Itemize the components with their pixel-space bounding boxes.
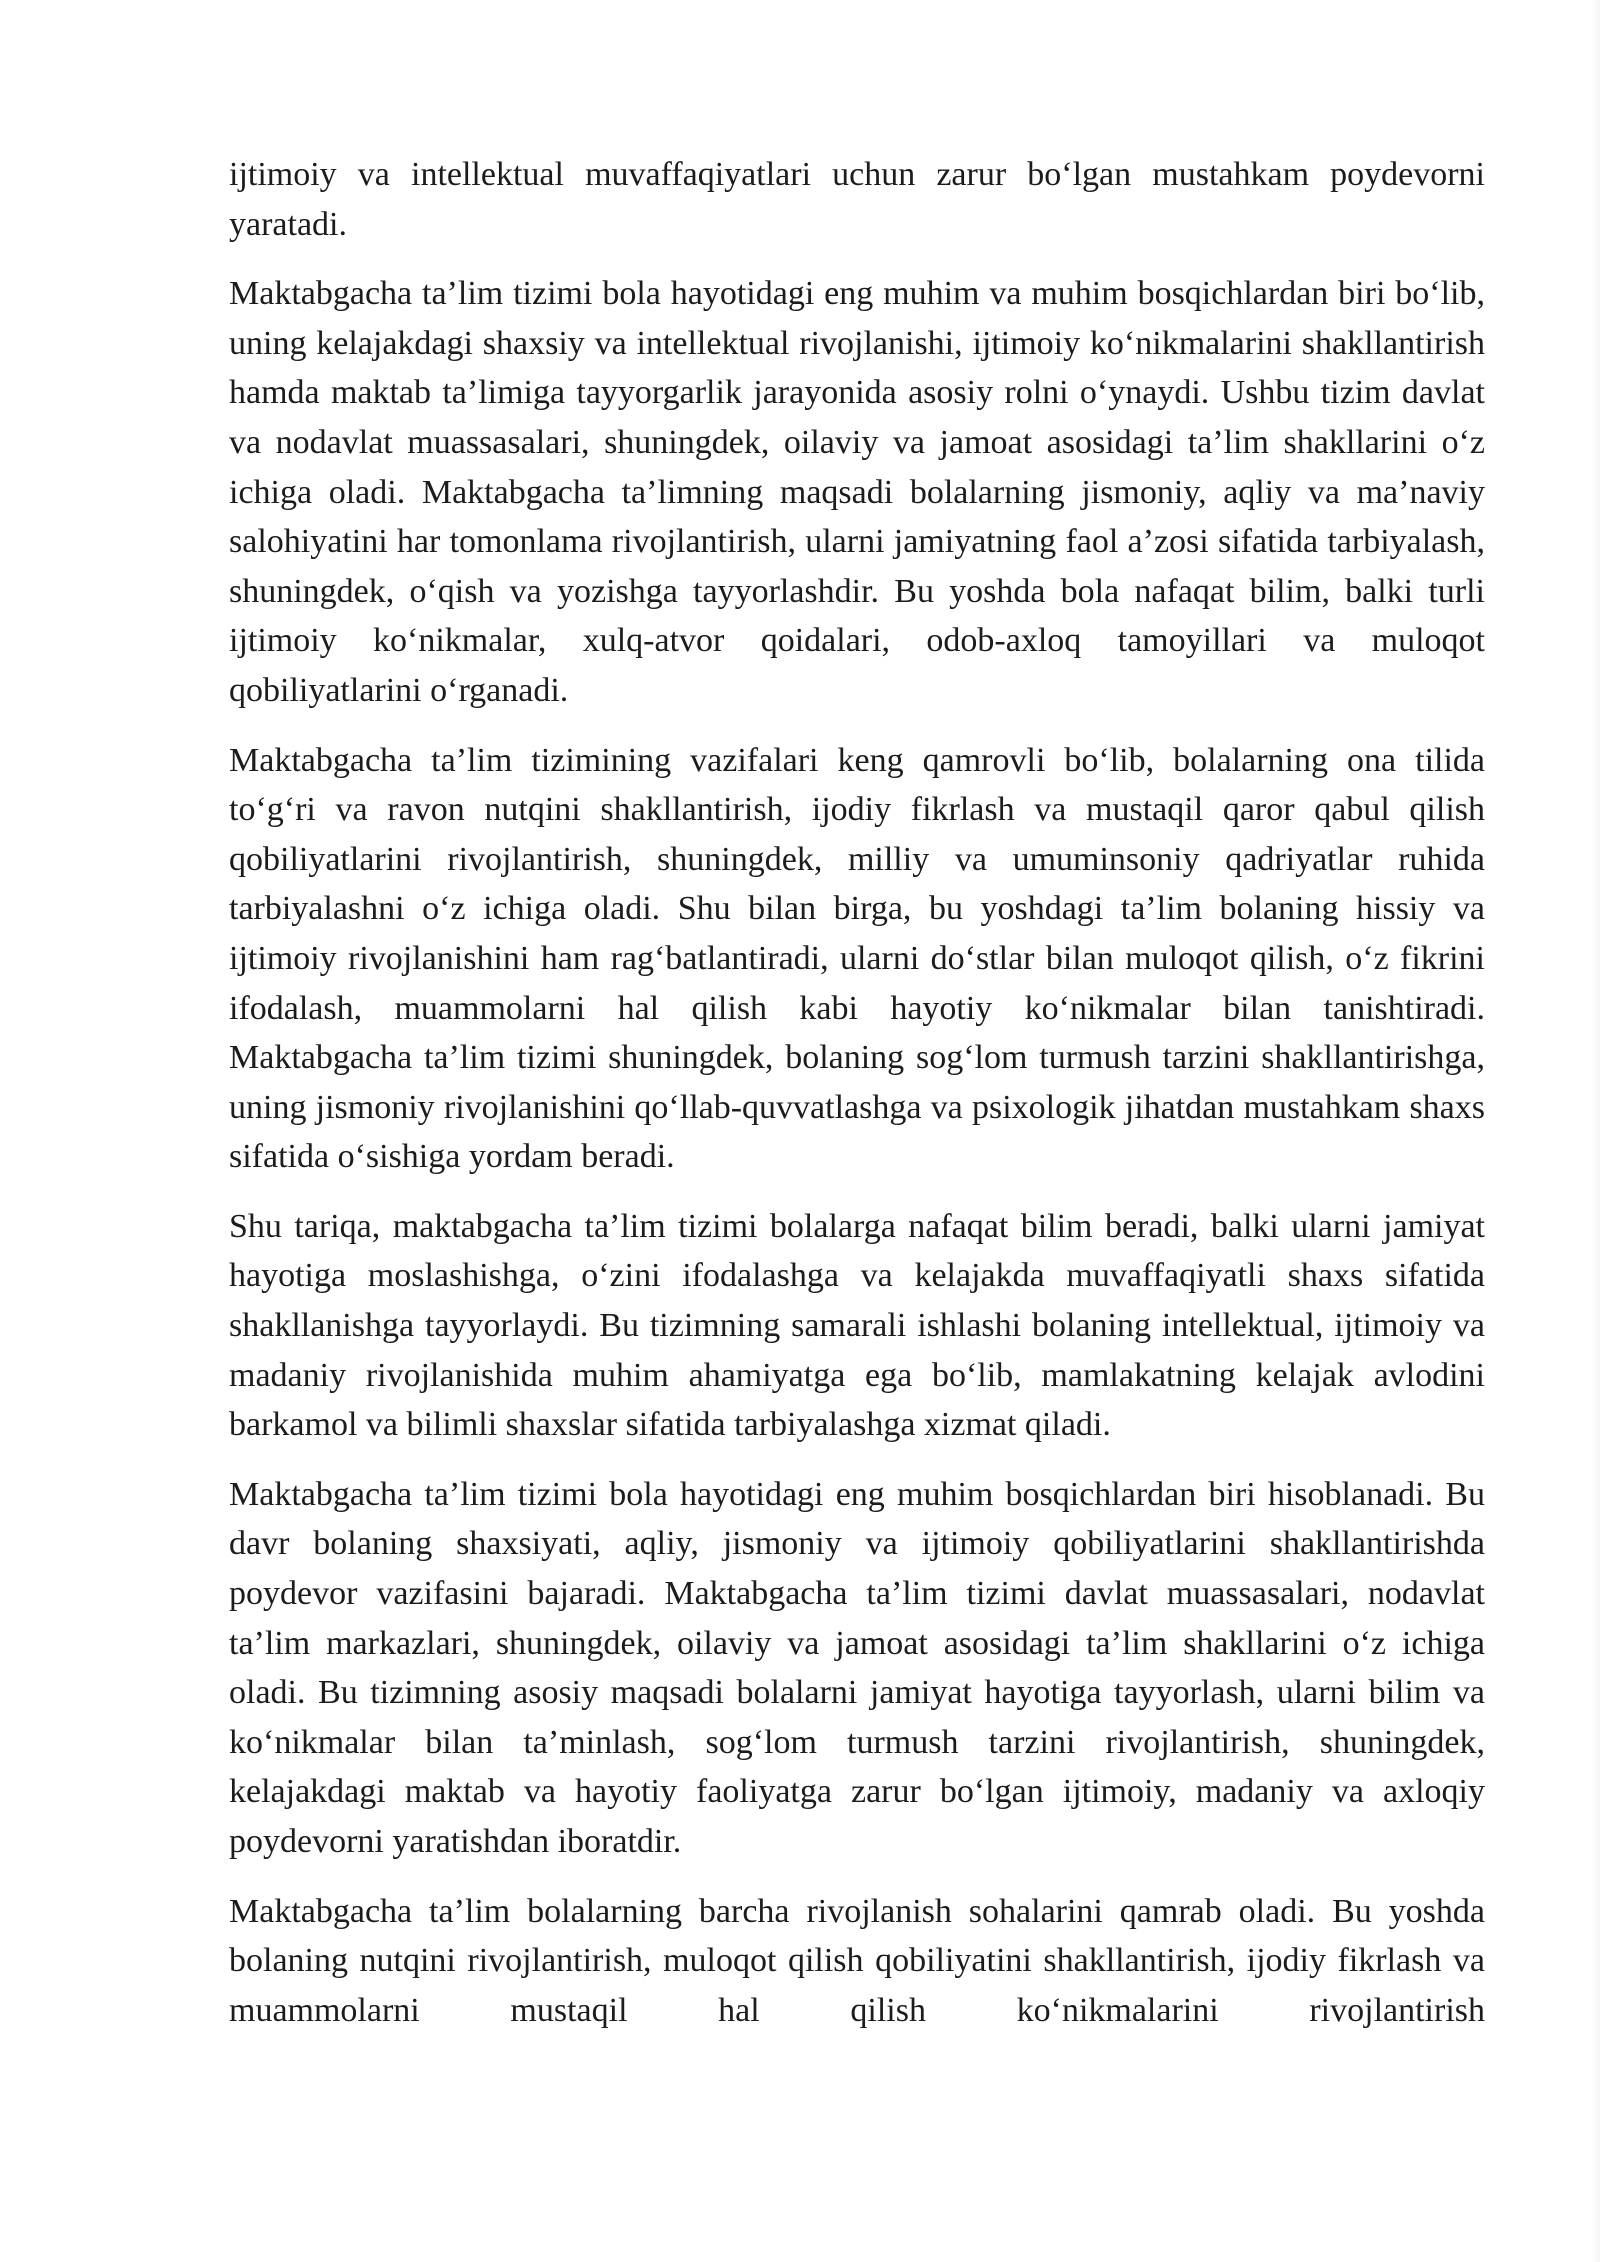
page-edge-shadow xyxy=(1590,0,1600,2262)
paragraph-5: Maktabgacha ta’lim tizimi bola hayotidagi eng muhim bosqichlardan biri hisoblanadi. Bu davr bolaning shaxsiyati, aqliy, jismoniy va ijtimoiy qobiliyatlarini shakllantirishda poydevor vazifasini bajaradi. Maktabgacha ta’lim tizimi davlat muassasalari, nodavlat ta’lim markazlari, shuningdek, oilaviy va jamoat asosidagi ta’lim shakllarini o‘z ichiga oladi. Bu tizimning asosiy maqsadi bolalarni jamiyat hayotiga tayyorlash, ularni bilim va ko‘nikmalar bilan ta’minlash, sog‘lom turmush tarzini rivojlantirish, shuningdek, kelajakdagi maktab va hayotiy faoliyatga zarur bo‘lgan ijtimoiy, madaniy va axloqiy poydevorni yaratishdan iboratdir. xyxy=(229,1475,1485,1860)
paragraph-4: Shu tariqa, maktabgacha ta’lim tizimi bolalarga nafaqat bilim beradi, balki ularni jamiyat hayotiga moslashishga, o‘zini ifodalashga va kelajakda muvaffaqiyatli shaxs sifatida shakllanishga tayyorlaydi. Bu tizimning samarali ishlashi bolaning intellektual, ijtimoiy va madaniy rivojlanishida muhim ahamiyatga ega bo‘lib, mamlakatning kelajak avlodini barkamol va bilimli shaxslar sifatida tarbiyalashga xizmat qiladi. xyxy=(229,1207,1485,1444)
paragraph-2: Maktabgacha ta’lim tizimi bola hayotidagi eng muhim va muhim bosqichlardan biri bo‘lib, uning kelajakdagi shaxsiy va intellektual rivojlanishi, ijtimoiy ko‘nikmalarini shakllantirish hamda maktab ta’limiga tayyorgarlik jarayonida asosiy rolni o‘ynaydi. Ushbu tizim davlat va nodavlat muassasalari, shuningdek, oilaviy va jamoat asosidagi ta’lim shakllarini o‘z ichiga oladi. Maktabgacha ta’limning maqsadi bolalarning jismoniy, aqliy va ma’naviy salohiyatini har tomonlama rivojlantirish, ularni jamiyatning faol a’zosi sifatida tarbiyalash, shuningdek, o‘qish va yozishga tayyorlashdir. Bu yoshda bola nafaqat bilim, balki turli ijtimoiy ko‘nikmalar, xulq-atvor qoidalari, odob-axloq tamoyillari va muloqot qobiliyatlarini o‘rganadi. xyxy=(229,275,1485,709)
paragraph-3: Maktabgacha ta’lim tizimining vazifalari keng qamrovli bo‘lib, bolalarning ona tilida to‘g‘ri va ravon nutqini shakllantirish, ijodiy fikrlash va mustaqil qaror qabul qilish qobiliyatlarini rivojlantirish, shuningdek, milliy va umuminsoniy qadriyatlar ruhida tarbiyalashni o‘z ichiga oladi. Shu bilan birga, bu yoshdagi ta’lim bolaning hissiy va ijtimoiy rivojlanishini ham rag‘batlantiradi, ularni do‘stlar bilan muloqot qilish, o‘z fikrini ifodalash, muammolarni hal qilish kabi hayotiy ko‘nikmalar bilan tanishtiradi. Maktabgacha ta’lim tizimi shuningdek, bolaning sog‘lom turmush tarzini shakllantirishga, uning jismoniy rivojlanishini qo‘llab-quvvatlashga va psixologik jihatdan mustahkam shaxs sifatida o‘sishiga yordam beradi. xyxy=(229,741,1485,1176)
paragraph-6: Maktabgacha ta’lim bolalarning barcha rivojlanish sohalarini qamrab oladi. Bu yoshda bolaning nutqini rivojlantirish, muloqot qilish qobiliyatini shakllantirish, ijodiy fikrlash va muammolarni mustaqil hal qilish ko‘nikmalarini rivojlantirish xyxy=(229,1892,1485,2029)
body-text xyxy=(229,150,1485,2035)
paragraph-1: ijtimoiy va intellektual muvaffaqiyatlari uchun zarur bo‘lgan mustahkam poydevorni yaratadi. xyxy=(229,156,1485,243)
